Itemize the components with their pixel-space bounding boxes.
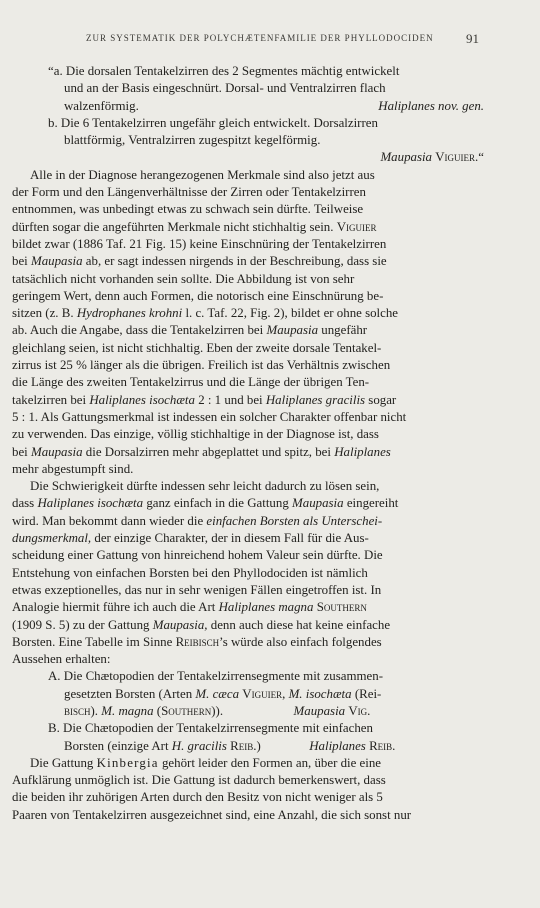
- text-line: blattförmig, Ventralzirren zugespitzt kegelförmig.: [64, 133, 321, 148]
- text-line: Analogie hiermit führe ich auch die Art Haliplanes magna Southern: [12, 600, 367, 615]
- text-line: entnommen, was unbedingt etwas zu schwach sein dürfte. Teilweise: [12, 202, 364, 217]
- text-line: Alle in der Diagnose herangezogenen Merkmale sind also jetzt aus: [30, 167, 375, 182]
- text-line: Borsten. Eine Tabelle im Sinne Reibisch’s würde also einfach folgendes: [12, 634, 382, 649]
- text-line: Die Schwierigkeit dürfte indessen sehr leicht dadurch zu lösen sein,: [30, 479, 380, 494]
- text-line: zu verwenden. Das einzige, völlig stichhaltige in der Diagnose ist, dass: [12, 427, 379, 442]
- text-line: gesetzten Borsten (Arten M. cæca Viguier, M. isochæta (Rei-: [64, 686, 382, 701]
- text-line: gleichlang seien, ist nicht stichhaltig. Eben der zweite dorsale Tentakel-: [12, 340, 382, 355]
- text-line: dungsmerkmal, der einzige Charakter, der in diesem Fall für die Aus-: [12, 531, 369, 546]
- text-line: takelzirren bei Haliplanes isochæta 2 : 1 und bei Haliplanes gracilis sogar: [12, 392, 397, 407]
- text-line: A. Die Chætopodien der Tentakelzirrensegmente mit zusammen-: [48, 669, 383, 684]
- text-line: Aufklärung unmöglich ist. Die Gattung ist dadurch bemerkenswert, dass: [12, 773, 386, 788]
- text-line: bisch). M. magna (Southern)). Maupasia Vig.: [64, 703, 371, 718]
- text-line: zirrus ist 25 % länger als die übrigen. Freilich ist das Verhältnis zwischen: [12, 358, 391, 373]
- text-line: ab. Auch die Angabe, dass die Tentakelzirren bei Maupasia ungefähr: [12, 323, 368, 338]
- text-line: geringem Wert, denn auch Formen, die notorisch eine Einschnürung be-: [12, 288, 384, 303]
- text-line: (1909 S. 5) zu der Gattung Maupasia, denn auch diese hat keine einfache: [12, 617, 391, 632]
- text-line: die Länge des zweiten Tentakelzirrus und die Länge der übrigen Ten-: [12, 375, 370, 390]
- text-line: “a. Die dorsalen Tentakelzirren des 2 Segmentes mächtig entwickelt: [48, 64, 400, 78]
- text-line: Maupasia Viguier.“: [380, 150, 484, 165]
- text-line: sitzen (z. B. Hydrophanes krohni l. c. Taf. 22, Fig. 2), bildet er ohne solche: [12, 306, 399, 321]
- text-line: bei Maupasia ab, er sagt indessen nirgends in der Beschreibung, dass sie: [12, 254, 387, 269]
- text-line: mehr abgestumpft sind.: [12, 461, 134, 476]
- body-text: [12, 63, 484, 824]
- text-line: Borsten (einzige Art H. gracilis Reib.) Haliplanes Reib.: [64, 738, 396, 753]
- text-line: B. Die Chætopodien der Tentakelzirrensegmente mit einfachen: [48, 721, 373, 736]
- page-number: 91: [466, 31, 479, 46]
- text-line: dürften sogar die angeführten Merkmale nicht stichhaltig sein. Viguier: [12, 219, 377, 234]
- text-line: 5 : 1. Als Gattungsmerkmal ist indessen ein solcher Charakter offenbar nicht: [12, 409, 407, 424]
- text-line: bildet zwar (1886 Taf. 21 Fig. 15) keine Einschnüring der Tentakelzirren: [12, 236, 387, 251]
- text-line: Paaren von Tentakelzirren ausgezeichnet sind, eine Anzahl, die sich sonst nur: [12, 807, 412, 822]
- text-line: dass Haliplanes isochæta ganz einfach in die Gattung Maupasia eingereiht: [12, 496, 399, 511]
- text-line: tatsächlich nicht vorhanden sein sollte. Die Abbildung ist von sehr: [12, 271, 355, 286]
- text-line: wird. Man bekommt dann wieder die einfachen Borsten als Unterschei-: [12, 513, 383, 528]
- text-line: etwas exzeptionelles, das nur in sehr wenigen Fällen eingetroffen ist. In: [12, 582, 382, 597]
- text-line: bei Maupasia die Dorsalzirren mehr abgeplattet und spitz, bei Haliplanes: [12, 444, 391, 459]
- text-line: und an der Basis eingeschnürt. Dorsal- und Ventralzirren flach: [64, 81, 386, 96]
- text-line: b. Die 6 Tentakelzirren ungefähr gleich entwickelt. Dorsalzirren: [48, 115, 378, 130]
- text-line: Entstehung von einfachen Borsten bei den Phyllodociden ist nämlich: [12, 565, 368, 580]
- text-line: Die Gattung Kinbergia gehört leider den Formen an, über die eine: [30, 755, 382, 770]
- running-header: ZUR SYSTEMATIK DER POLYCHÆTENFAMILIE DER PHYLLODOCIDEN: [86, 33, 434, 43]
- text-line: der Form und den Längenverhältnisse der Zirren oder Tentakelzirren: [12, 185, 366, 200]
- text-line: Aussehen erhalten:: [12, 652, 111, 667]
- text-line: die beiden ihr zuhörigen Arten durch den Besitz von nicht weniger als 5: [12, 790, 383, 805]
- text-line: scheidung einer Gattung von hinreichend hohem Valeur sein dürfte. Die: [12, 548, 383, 563]
- text-line: walzenförmig. Haliplanes nov. gen.: [64, 98, 484, 113]
